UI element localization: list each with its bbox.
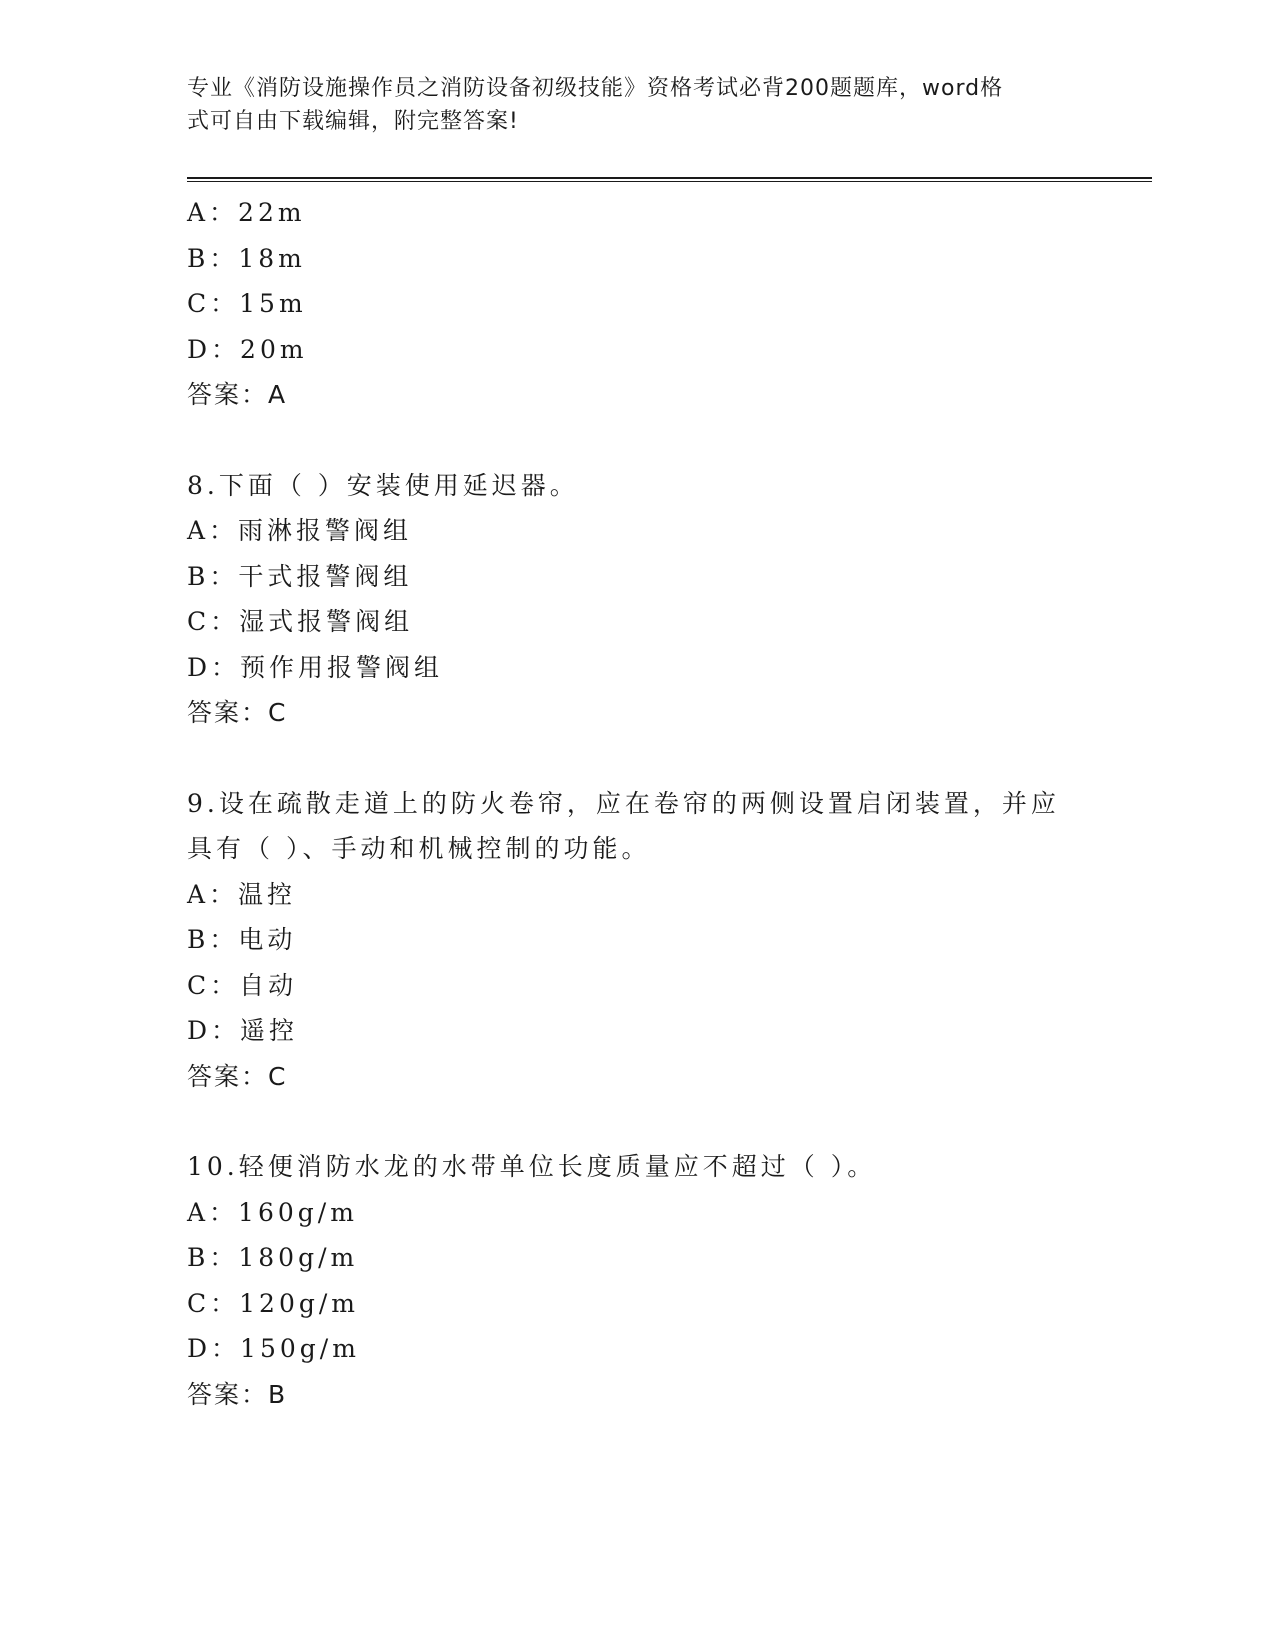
spacer xyxy=(187,418,1087,463)
option-c: C：120g/m xyxy=(187,1288,359,1318)
option-c: C：自动 xyxy=(187,970,298,1000)
question-9 xyxy=(187,781,1087,1100)
answer: 答案：C xyxy=(187,1061,288,1091)
option-b: B：18m xyxy=(187,243,306,273)
spacer xyxy=(187,1099,1087,1144)
option-c: C：湿式报警阀组 xyxy=(187,607,414,636)
option-a: A：雨淋报警阀组 xyxy=(187,516,413,545)
option-d: D：遥控 xyxy=(187,1016,299,1045)
question-10 xyxy=(187,1144,1087,1417)
answer: 答案：C xyxy=(187,698,288,727)
answer: 答案：A xyxy=(187,380,288,409)
spacer xyxy=(187,736,1087,781)
header-divider xyxy=(187,177,1152,182)
option-a: A：温控 xyxy=(187,879,297,909)
question-text: 10.轻便消防水龙的水带单位长度质量应不超过（ ）。 xyxy=(187,1152,877,1181)
header-line-1: 专业《消防设施操作员之消防设备初级技能》资格考试必背200题题库，word格 xyxy=(187,76,1004,101)
question-text-line-1: 9.设在疏散走道上的防火卷帘，应在卷帘的两侧设置启闭装置，并应 xyxy=(187,788,1060,818)
header-line-2: 式可自由下载编辑，附完整答案! xyxy=(187,109,519,134)
option-d: D：20m xyxy=(187,334,308,364)
option-b: B：180g/m xyxy=(187,1243,359,1272)
question-text: 8.下面（ ）安装使用延迟器。 xyxy=(187,470,579,500)
option-b: B：电动 xyxy=(187,925,297,954)
question-7 xyxy=(187,190,1087,418)
option-d: D：预作用报警阀组 xyxy=(187,652,444,682)
document-header xyxy=(187,72,1067,138)
question-list xyxy=(187,190,1087,1417)
option-b: B：干式报警阀组 xyxy=(187,561,413,591)
question-8 xyxy=(187,463,1087,736)
option-d: D：150g/m xyxy=(187,1334,360,1363)
answer: 答案：B xyxy=(187,1379,288,1409)
question-text-line-2: 具有（ ）、手动和机械控制的功能。 xyxy=(187,834,651,863)
option-a: A：22m xyxy=(187,198,306,227)
option-a: A：160g/m xyxy=(187,1197,358,1227)
option-c: C：15m xyxy=(187,289,307,318)
